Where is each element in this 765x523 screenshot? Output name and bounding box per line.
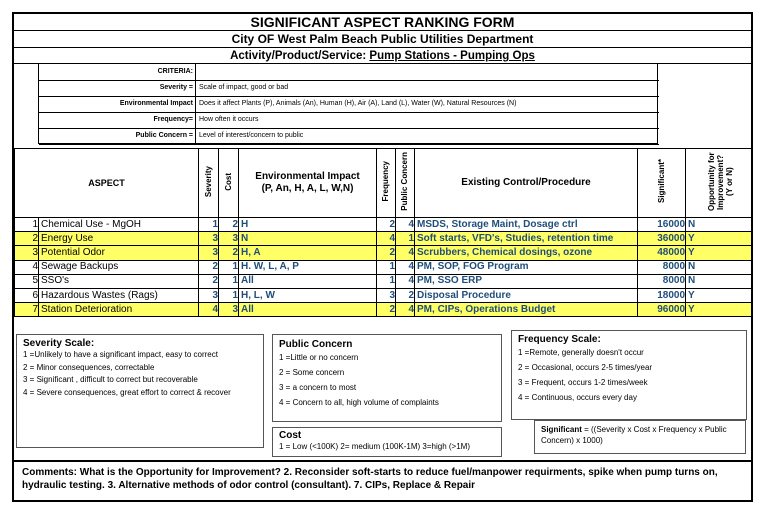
criteria-row — [39, 80, 659, 97]
aspect-cell: Energy Use — [39, 232, 199, 246]
concern-cell: 2 — [396, 288, 415, 302]
opportunity-cell: Y — [686, 232, 752, 246]
row-number: 1 — [15, 218, 39, 232]
impact-cell: H. W, L, A, P — [239, 260, 377, 274]
activity-label: Activity/Product/Service: — [230, 50, 367, 62]
concern-cell: 1 — [396, 232, 415, 246]
frequency-cell: 3 — [377, 288, 396, 302]
significant-cell: 96000 — [638, 303, 686, 317]
opportunity-cell: N — [686, 274, 752, 288]
activity-value: Pump Stations - Pumping Ops — [369, 50, 535, 62]
concern-cell: 4 — [396, 260, 415, 274]
criteria-row — [39, 112, 659, 129]
frequency-scale-item: 3 = Frequent, occurs 1-2 times/week — [518, 378, 648, 387]
table-row — [15, 232, 752, 246]
frequency-cell: 2 — [377, 246, 396, 260]
severity-cell: 4 — [199, 303, 219, 317]
severity-cell: 3 — [199, 246, 219, 260]
criteria-label: Environmental Impact — [39, 96, 196, 112]
significant-cell: 8000 — [638, 274, 686, 288]
table-row — [15, 260, 752, 274]
severity-scale-item: 1 =Unlikely to have a significant impact, easy to correct — [23, 350, 218, 359]
cost-cell: 1 — [219, 260, 239, 274]
public-concern-title: Public Concern — [279, 339, 353, 350]
opportunity-cell: Y — [686, 288, 752, 302]
opportunity-cell: N — [686, 218, 752, 232]
activity-line — [14, 48, 751, 64]
severity-cell: 3 — [199, 288, 219, 302]
frequency-cell: 1 — [377, 260, 396, 274]
header-severity: Severity — [199, 149, 219, 218]
header-significant: Significant* — [638, 149, 686, 218]
criteria-text: Does it affect Plants (P), Animals (An), Human (H), Air (A), Land (L), Water (W), Natural Resources (N) — [199, 100, 517, 107]
row-number: 2 — [15, 232, 39, 246]
header-aspect: ASPECT — [15, 149, 199, 218]
table-row — [15, 288, 752, 302]
significant-formula-box — [534, 420, 746, 454]
public-concern-item: 4 = Concern to all, high volume of complaints — [279, 398, 439, 407]
impact-cell: H, L, W — [239, 288, 377, 302]
cost-box — [272, 427, 502, 457]
frequency-scale-title: Frequency Scale: — [518, 334, 601, 345]
cost-cell: 2 — [219, 246, 239, 260]
frequency-cell: 2 — [377, 303, 396, 317]
comments: Comments: What is the Opportunity for Improvement? 2. Reconsider soft-starts to reduce fuel/manpower requirments, spike when pump turns on, hydraulic testing. 3. Alternative methods of odor control (consultant). 7. CIPs, Replace & Repair — [14, 460, 751, 500]
public-concern-item: 2 = Some concern — [279, 368, 345, 377]
criteria-label: Public Concern = — [39, 128, 196, 144]
aspect-cell: Station Deterioration — [39, 303, 199, 317]
opportunity-cell: Y — [686, 246, 752, 260]
criteria-row — [39, 128, 659, 145]
cost-title: Cost — [279, 430, 302, 441]
table-row — [15, 274, 752, 288]
control-cell: Soft starts, VFD's, Studies, retention time — [415, 232, 638, 246]
significant-cell: 18000 — [638, 288, 686, 302]
opportunity-cell: N — [686, 260, 752, 274]
cost-cell: 3 — [219, 232, 239, 246]
table-row — [15, 303, 752, 317]
form-title: SIGNIFICANT ASPECT RANKING FORM — [14, 14, 751, 31]
header-env-impact: Environmental Impact (P, An, H, A, L, W,N) — [239, 149, 377, 218]
impact-cell: All — [239, 274, 377, 288]
header-opportunity: Opportunity for Improvement? (Y or N) — [686, 149, 752, 218]
row-number: 5 — [15, 274, 39, 288]
criteria-label: Severity = — [39, 80, 196, 96]
criteria-heading: CRITERIA: — [39, 64, 196, 80]
frequency-scale-box — [511, 330, 747, 420]
public-concern-item: 3 = a concern to most — [279, 383, 357, 392]
severity-scale-item: 3 = Significant , difficult to correct but recoverable — [23, 375, 198, 384]
header-cost: Cost — [219, 149, 239, 218]
cost-cell: 1 — [219, 274, 239, 288]
row-number: 7 — [15, 303, 39, 317]
cost-cell: 2 — [219, 218, 239, 232]
severity-scale-item: 4 = Severe consequences, great effort to correct & recover — [23, 387, 231, 397]
significant-cell: 48000 — [638, 246, 686, 260]
severity-cell: 2 — [199, 274, 219, 288]
criteria-heading-row — [39, 64, 659, 81]
frequency-scale-item: 4 = Continuous, occurs every day — [518, 393, 637, 402]
control-cell: MSDS, Storage Maint, Dosage ctrl — [415, 218, 638, 232]
aspect-cell: Hazardous Wastes (Rags) — [39, 288, 199, 302]
severity-cell: 2 — [199, 260, 219, 274]
public-concern-item: 1 =Little or no concern — [279, 353, 359, 362]
criteria-text: Scale of impact, good or bad — [199, 84, 289, 91]
row-number: 6 — [15, 288, 39, 302]
severity-cell: 3 — [199, 232, 219, 246]
significant-cell: 8000 — [638, 260, 686, 274]
criteria-text: Level of interest/concern to public — [199, 132, 304, 139]
significant-formula-text: = ((Severity x Cost x Frequency x Public Concern) x 1000) — [541, 425, 727, 445]
table-row — [15, 246, 752, 260]
criteria-block — [38, 64, 658, 144]
concern-cell: 4 — [396, 274, 415, 288]
department-name: City OF West Palm Beach Public Utilities Department — [14, 31, 751, 48]
concern-cell: 4 — [396, 303, 415, 317]
impact-cell: H — [239, 218, 377, 232]
frequency-cell: 1 — [377, 274, 396, 288]
criteria-label: Frequency= — [39, 112, 196, 128]
header-frequency: Frequency — [377, 149, 396, 218]
aspect-cell: SSO's — [39, 274, 199, 288]
header-public-concern: Public Concern — [396, 149, 415, 218]
control-cell: PM, CIPs, Operations Budget — [415, 303, 638, 317]
control-cell: PM, SOP, FOG Program — [415, 260, 638, 274]
aspect-cell: Sewage Backups — [39, 260, 199, 274]
severity-scale-item: 2 = Minor consequences, correctable — [23, 362, 155, 372]
impact-cell: H, A — [239, 246, 377, 260]
frequency-cell: 2 — [377, 218, 396, 232]
criteria-text: How often it occurs — [199, 116, 259, 123]
public-concern-box — [272, 334, 502, 422]
significant-formula-label: Significant — [541, 425, 582, 434]
impact-cell: All — [239, 303, 377, 317]
row-number: 3 — [15, 246, 39, 260]
cost-cell: 1 — [219, 288, 239, 302]
concern-cell: 4 — [396, 218, 415, 232]
table-row — [15, 218, 752, 232]
table-header-row — [15, 149, 752, 218]
header-control: Existing Control/Procedure — [415, 149, 638, 218]
frequency-scale-item: 2 = Occasional, occurs 2-5 times/year — [518, 363, 653, 372]
concern-cell: 4 — [396, 246, 415, 260]
aspect-cell: Chemical Use - MgOH — [39, 218, 199, 232]
severity-scale-box — [16, 334, 264, 448]
significant-cell: 16000 — [638, 218, 686, 232]
cost-text: 1 = Low (<100K) 2= medium (100K-1M) 3=high (>1M) — [279, 442, 470, 451]
criteria-row — [39, 96, 659, 113]
cost-cell: 3 — [219, 303, 239, 317]
frequency-scale-item: 1 =Remote, generally doesn't occur — [518, 348, 644, 357]
aspect-cell: Potential Odor — [39, 246, 199, 260]
control-cell: Scrubbers, Chemical dosings, ozone — [415, 246, 638, 260]
control-cell: PM, SSO ERP — [415, 274, 638, 288]
aspect-table-wrap — [14, 148, 751, 328]
control-cell: Disposal Procedure — [415, 288, 638, 302]
impact-cell: N — [239, 232, 377, 246]
significant-cell: 36000 — [638, 232, 686, 246]
frequency-cell: 4 — [377, 232, 396, 246]
row-number: 4 — [15, 260, 39, 274]
aspect-table — [14, 148, 752, 317]
severity-scale-title: Severity Scale: — [23, 338, 95, 349]
severity-cell: 1 — [199, 218, 219, 232]
opportunity-cell: Y — [686, 303, 752, 317]
